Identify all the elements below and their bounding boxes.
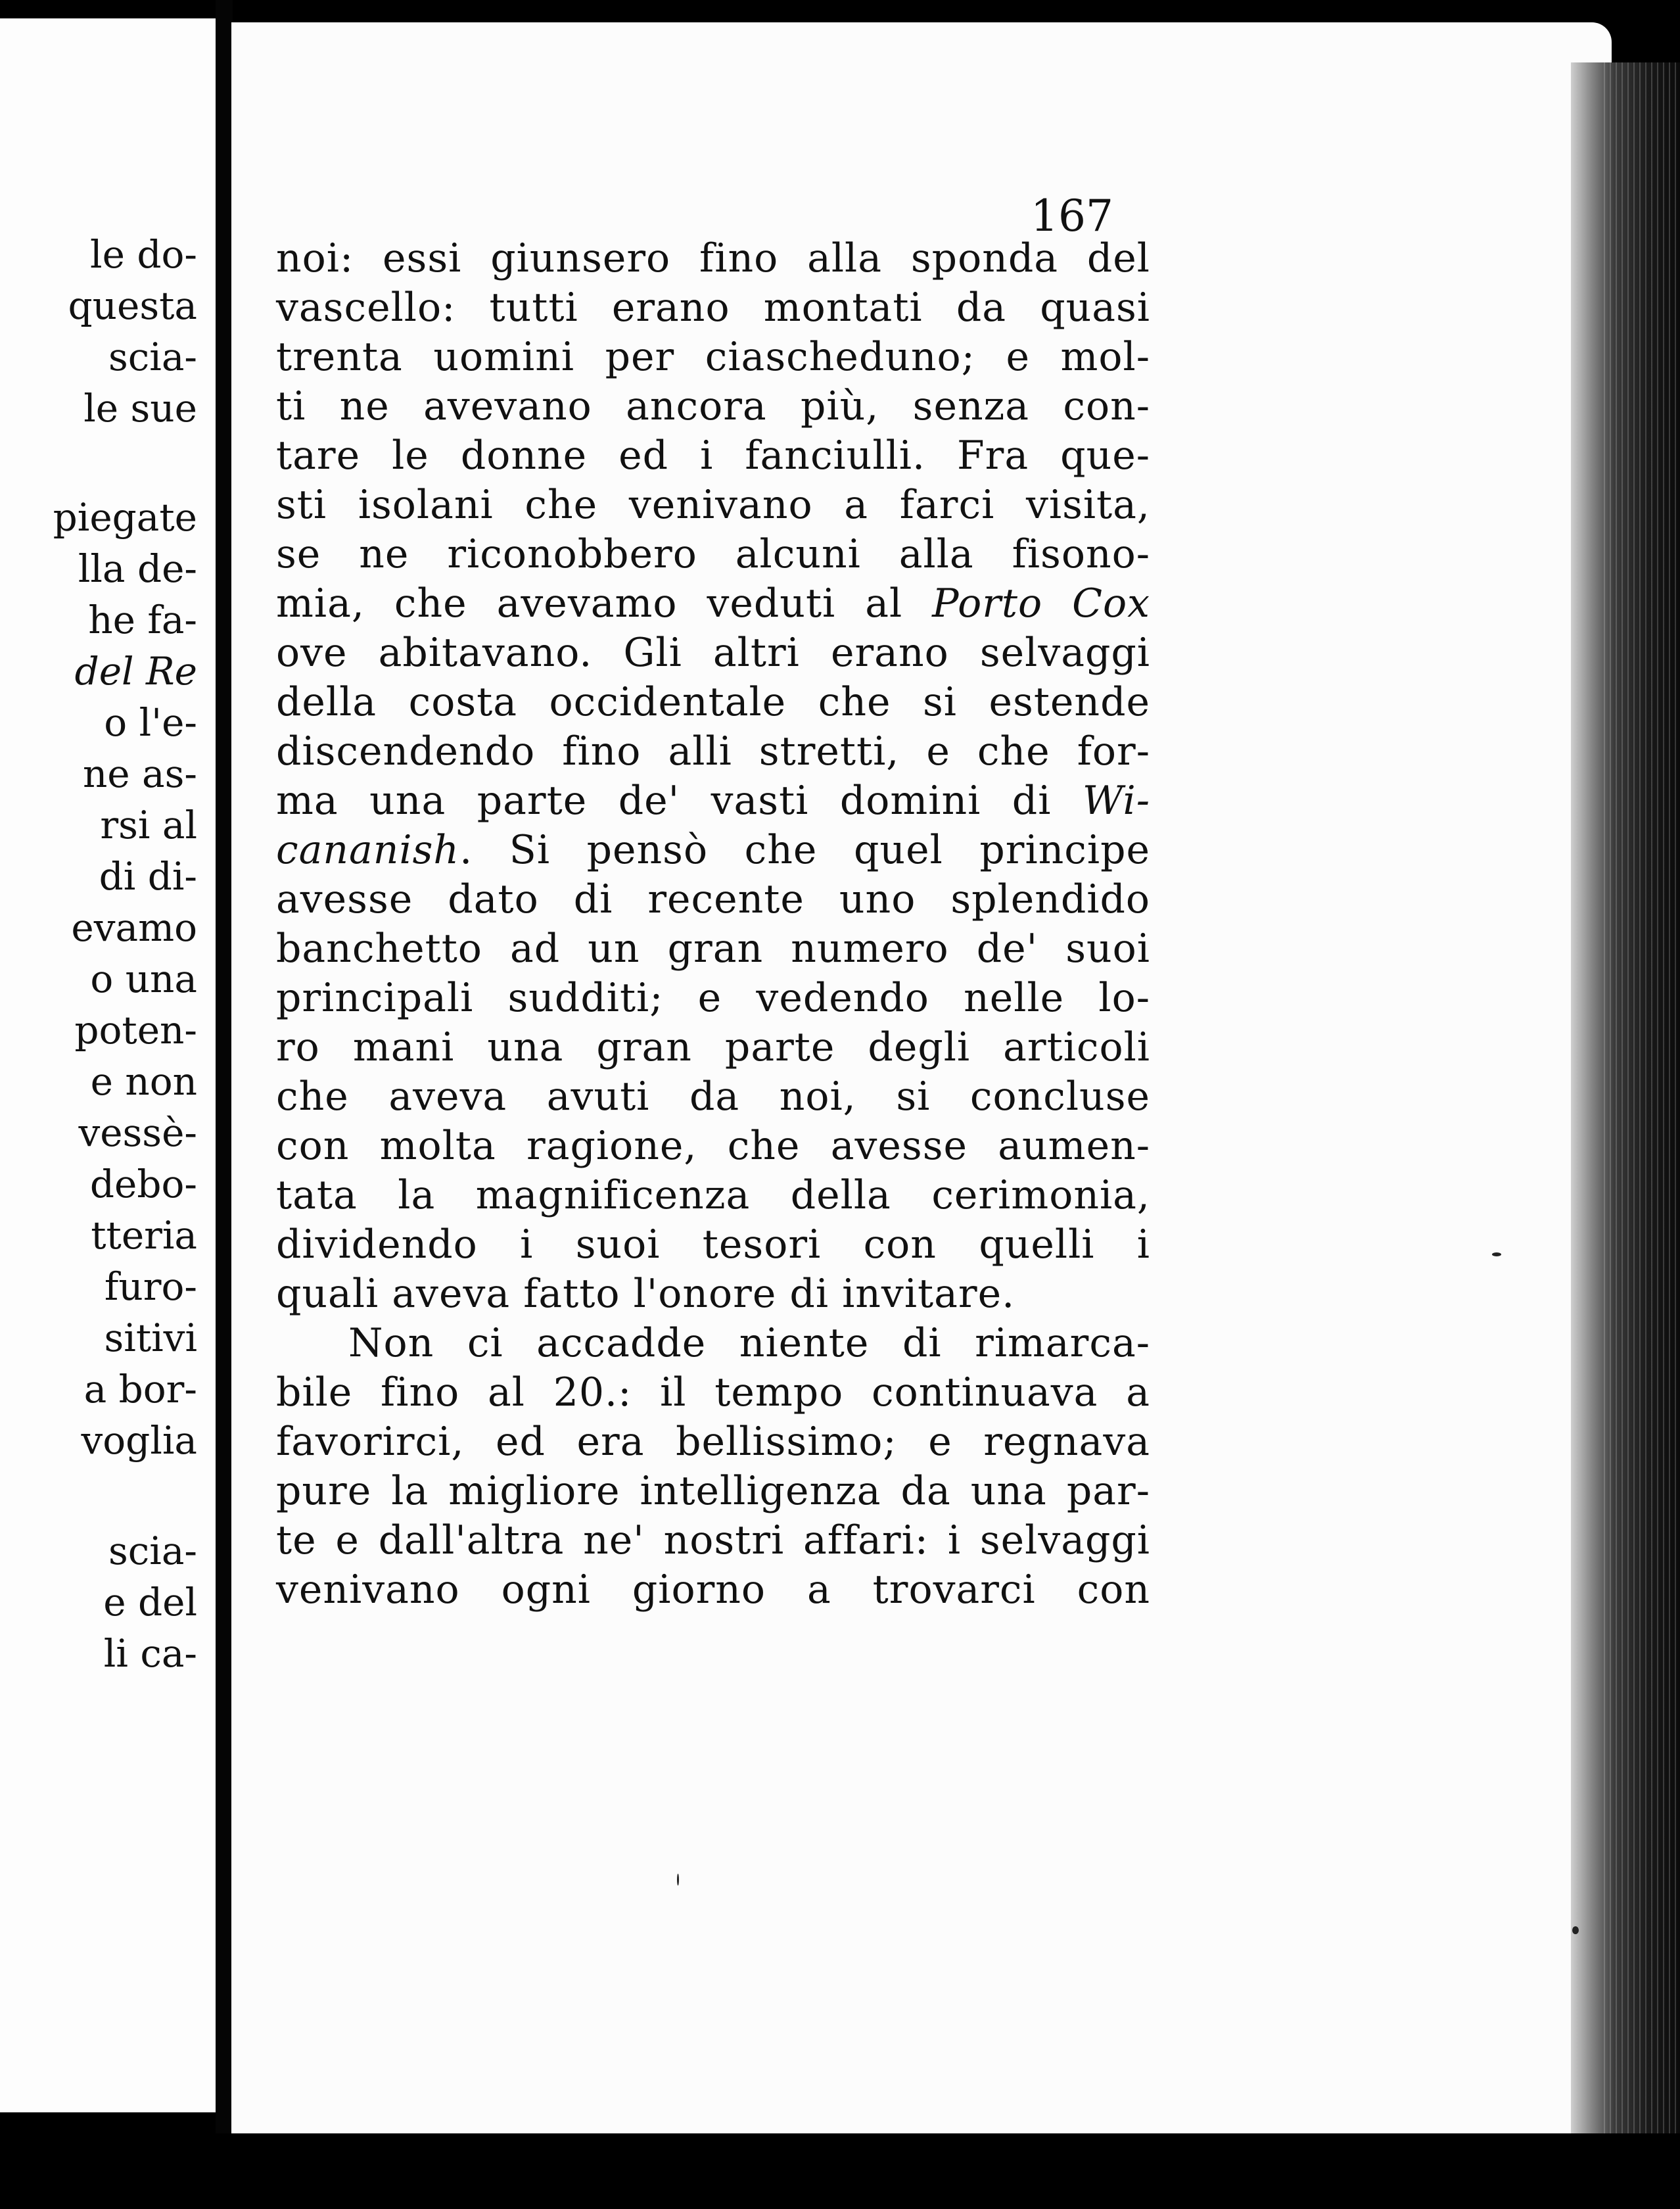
left-line: lla de- [78,546,197,591]
text-line: trenta uomini per ciascheduno; e mol- [276,334,1150,380]
text-line: cananish. Si pensò che quel principe [276,827,1150,873]
left-facing-page [0,18,216,2112]
italic-name: Wi- [1082,778,1150,824]
left-line: e del [103,1580,197,1625]
text-line: tata la magnificenza della cerimonia, [276,1172,1150,1218]
left-line [0,434,197,485]
italic-name: cananish [276,827,460,873]
text-line: banchetto ad un gran numero de' suoi [276,926,1150,972]
text-line: che aveva avuti da noi, si concluse [276,1074,1150,1120]
book-gutter [216,0,233,2209]
left-line: furo- [104,1264,197,1309]
left-line: evamo [71,905,197,950]
text-line: ro mani una gran parte degli articoli [276,1024,1150,1070]
paper-speck [1572,1926,1579,1934]
left-line: scia- [108,335,197,379]
left-line: le sue [83,386,197,431]
left-line: voglia [81,1418,197,1463]
left-line: del Re [74,649,197,694]
left-line: a bor- [83,1367,197,1412]
text-line: vascello: tutti erano montati da quasi [276,285,1150,331]
page-fore-edge-texture [1604,62,1680,2166]
left-line: le do- [90,232,197,277]
text-line: se ne riconobbero alcuni alla fisono- [276,531,1150,577]
left-line: questa [68,283,197,328]
text-line: venivano ogni giorno a trovarci con [276,1567,1150,1613]
text-line: ti ne avevano ancora più, senza con- [276,383,1150,429]
text-line: avesse dato di recente uno splendido [276,876,1150,922]
bottom-shadow [197,2133,1680,2209]
left-line: rsi al [100,803,197,847]
left-line: o l'e- [104,700,197,745]
left-line: debo- [89,1162,197,1206]
text-line: te e dall'altra ne' nostri affari: i selvaggi [276,1517,1150,1563]
text-line: pure la migliore intelligenza da una par- [276,1468,1150,1514]
left-line: sitivi [104,1316,197,1360]
left-line: he fa- [88,598,197,642]
page-number: 167 [1031,191,1113,241]
text-line: ove abitavano. Gli altri erano selvaggi [276,630,1150,676]
text-line: favorirci, ed era bellissimo; e regnava [276,1419,1150,1465]
text-line: tare le donne ed i fanciulli. Fra que- [276,433,1150,479]
text-line: principali sudditi; e vedendo nelle lo- [276,975,1150,1021]
left-line: vessè- [78,1110,197,1155]
paper-speck [1492,1252,1501,1256]
left-line [0,1466,197,1517]
text-line: mia, che avevamo veduti al Porto Cox [276,581,1151,627]
text-line: della costa occidentale che si estende [276,679,1150,725]
left-line: di di- [99,854,197,899]
text-line: bile fino al 20.: il tempo continuava a [276,1369,1150,1415]
text-line: dividendo i suoi tesori con quelli i [276,1222,1150,1268]
left-line: poten- [74,1008,197,1053]
left-line: piegate [53,495,197,540]
text-line: ma una parte de' vasti domini di Wi- [276,778,1150,824]
left-line: ne as- [82,751,197,796]
left-line: e non [90,1059,197,1104]
italic-place-name: Porto Cox [932,581,1151,627]
text-line: discendendo fino alli stretti, e che for- [276,728,1150,774]
paper-speck [677,1874,679,1886]
left-line: li ca- [103,1631,197,1676]
text-line: con molta ragione, che avesse aumen- [276,1123,1150,1169]
left-line: tteria [91,1213,197,1258]
left-line: scia- [108,1529,197,1573]
text-line: quali aveva fatto l'onore di invitare. [276,1271,1015,1317]
text-line: Non ci accadde niente di rimarca- [348,1320,1150,1366]
text-line: sti isolani che venivano a farci visita, [276,482,1150,528]
text-line: noi: essi giunsero fino alla sponda del [276,235,1150,281]
left-line: o una [90,957,197,1001]
